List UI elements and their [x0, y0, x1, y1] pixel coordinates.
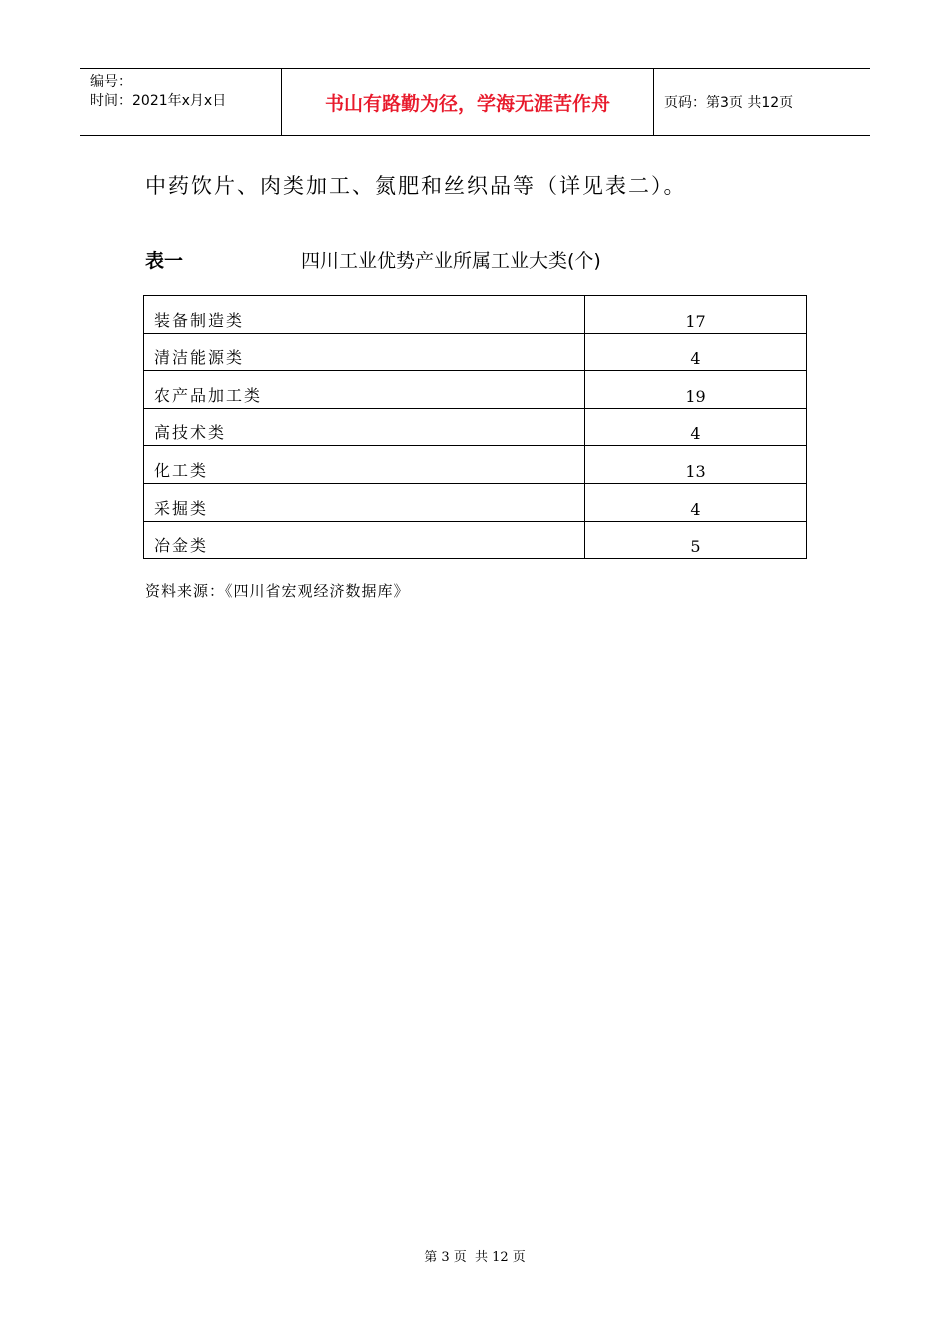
table-row	[144, 333, 807, 371]
category-cell: 高技术类	[144, 408, 585, 446]
category-cell: 冶金类	[144, 521, 585, 559]
category-cell: 清洁能源类	[144, 333, 585, 371]
value-cell: 17	[585, 296, 807, 334]
header-page-label: 页码：第3页 共12页	[664, 95, 794, 111]
value-cell: 4	[585, 333, 807, 371]
value-cell: 4	[585, 483, 807, 521]
value-cell: 4	[585, 408, 807, 446]
value-cell: 19	[585, 371, 807, 409]
page-header	[80, 68, 870, 136]
table-row	[144, 446, 807, 484]
category-cell: 农产品加工类	[144, 371, 585, 409]
doc-number-label: 编号：	[90, 74, 132, 90]
table-source-note: 资料来源：《四川省宏观经济数据库》	[145, 582, 410, 600]
table-row	[144, 408, 807, 446]
category-cell: 化工类	[144, 446, 585, 484]
header-meta	[80, 69, 282, 135]
value-cell: 5	[585, 521, 807, 559]
table-row	[144, 521, 807, 559]
industry-table	[143, 295, 807, 559]
category-cell: 采掘类	[144, 483, 585, 521]
table-row	[144, 296, 807, 334]
table-label: 表一	[145, 250, 184, 272]
table-row	[144, 371, 807, 409]
page-footer: 第 3 页 共 12 页	[424, 1250, 526, 1265]
value-cell: 13	[585, 446, 807, 484]
category-cell: 装备制造类	[144, 296, 585, 334]
header-motto: 书山有路勤为径，学海无涯苦作舟	[282, 69, 654, 135]
table-title: 四川工业优势产业所属工业大类(个)	[301, 250, 601, 272]
table-row	[144, 483, 807, 521]
body-paragraph: 中药饮片、肉类加工、氮肥和丝织品等（详见表二）。	[145, 174, 687, 198]
doc-date-label: 时间：2021年x月x日	[90, 93, 227, 109]
